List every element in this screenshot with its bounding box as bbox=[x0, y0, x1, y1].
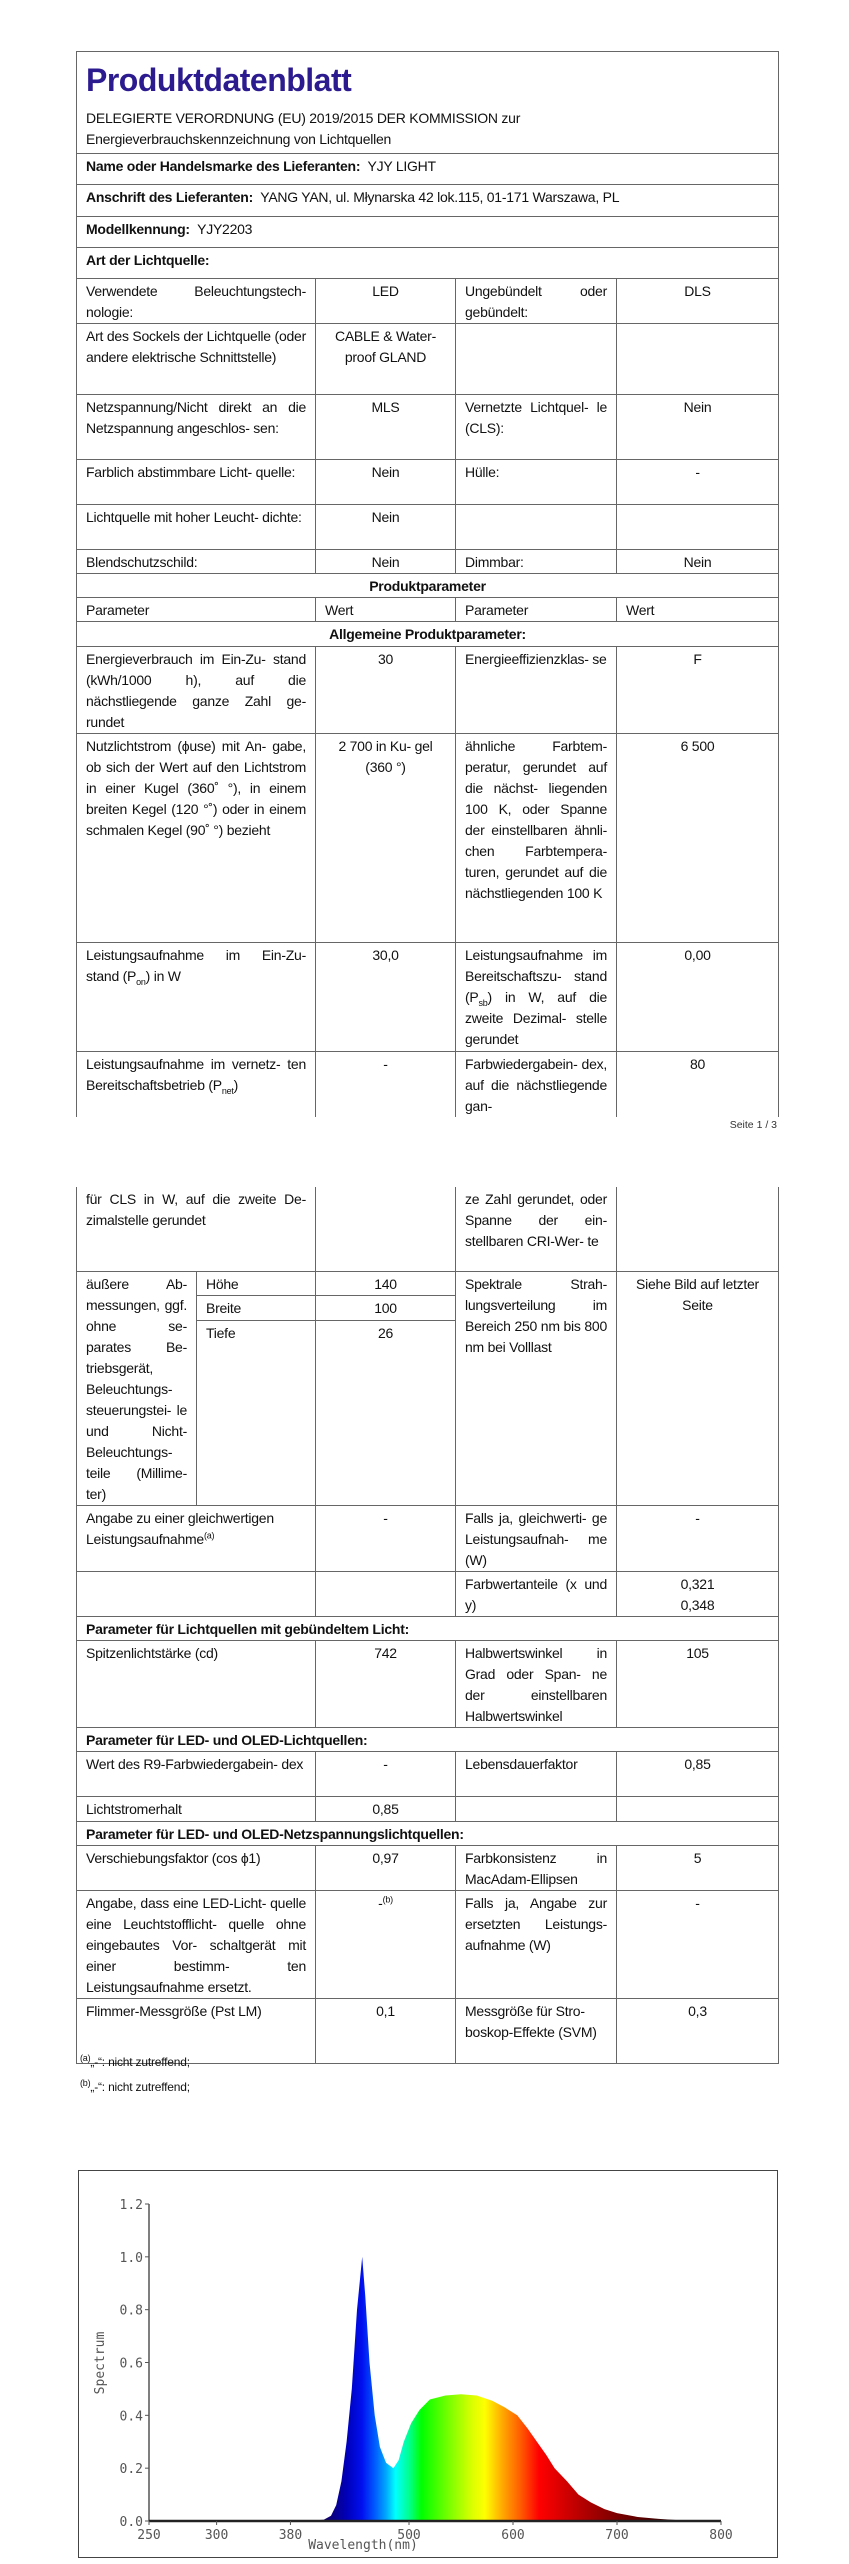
table-row bbox=[77, 1571, 779, 1616]
regulation-line-2: Energieverbrauchskennzeichnung von Lichtquellen bbox=[86, 131, 392, 147]
table-row bbox=[77, 1271, 779, 1296]
x-tick-label: 380 bbox=[278, 2528, 303, 2543]
param-value: 6 500 bbox=[617, 734, 779, 943]
dimension-value: 100 bbox=[316, 1296, 456, 1321]
dimension-value: 26 bbox=[316, 1320, 456, 1505]
param-value: 0,3 bbox=[617, 1998, 779, 2063]
table-row bbox=[77, 1505, 779, 1571]
page-number: Seite 1 / 3 bbox=[729, 1119, 777, 1131]
x-axis-label: Wavelength(nm) bbox=[308, 2538, 418, 2553]
param-label: Falls ja, Angabe zur ersetzten Leistungs- aufnahme (W) bbox=[456, 1890, 617, 1998]
chromaticity-x: 0,321 bbox=[680, 1575, 715, 1592]
param-value: - bbox=[316, 1751, 456, 1796]
x-tick-label: 500 bbox=[397, 2528, 421, 2543]
dimension-value: 140 bbox=[316, 1271, 456, 1296]
table-row bbox=[77, 279, 779, 324]
dimension-name: Tiefe bbox=[197, 1320, 316, 1505]
y-tick-label: 0.0 bbox=[119, 2515, 143, 2530]
supplier-name: YJY LIGHT bbox=[367, 158, 436, 174]
column-header: Parameter bbox=[77, 598, 316, 622]
param-value: 30 bbox=[316, 647, 456, 734]
param-value: 0,97 bbox=[316, 1845, 456, 1890]
param-value: - bbox=[617, 1890, 779, 1998]
p-net-label-continued: für CLS in W, auf die zweite De- zimalstelle gerundet bbox=[77, 1187, 316, 1271]
param-value: 0,85 bbox=[617, 1751, 779, 1796]
empty-cell bbox=[617, 324, 779, 395]
footnote-b bbox=[80, 2080, 190, 2094]
general-parameters-heading: Allgemeine Produktparameter: bbox=[77, 622, 779, 647]
table-row bbox=[77, 943, 779, 1052]
table-row bbox=[77, 647, 779, 734]
param-value: DLS bbox=[617, 279, 779, 324]
table-row bbox=[77, 505, 779, 550]
dimension-name: Höhe bbox=[197, 1271, 316, 1296]
equiv-value-2: - bbox=[617, 1505, 779, 1571]
table-row bbox=[77, 1052, 779, 1118]
y-tick-label: 0.2 bbox=[119, 2462, 143, 2478]
table-row bbox=[77, 1998, 779, 2063]
param-value: LED bbox=[316, 279, 456, 324]
param-value: MLS bbox=[316, 395, 456, 460]
supplier-address-label: Anschrift des Lieferanten: bbox=[86, 189, 253, 205]
chromaticity-value bbox=[617, 1571, 779, 1616]
param-label: Lichtquelle mit hoher Leucht- dichte: bbox=[77, 505, 316, 550]
p-on-label bbox=[77, 943, 316, 1052]
param-label: Lichtstromerhalt bbox=[77, 1796, 316, 1821]
model-row bbox=[77, 217, 779, 248]
param-value: Nein bbox=[316, 505, 456, 550]
product-parameters-heading: Produktparameter bbox=[77, 574, 779, 598]
param-label: Wert des R9-Farbwiedergabein- dex bbox=[77, 1751, 316, 1796]
param-value: CABLE & Water- proof GLAND bbox=[316, 324, 456, 395]
table-row bbox=[77, 1796, 779, 1821]
param-label: Verwendete Beleuchtungstech- nologie: bbox=[77, 279, 316, 324]
footnote-mark: (b) bbox=[80, 2078, 91, 2088]
y-tick-label: 0.4 bbox=[119, 2409, 143, 2425]
param-value: - bbox=[617, 460, 779, 505]
supplier-name-row bbox=[77, 154, 779, 185]
p-on-value: 30,0 bbox=[316, 943, 456, 1052]
mains-heading: Parameter für LED- und OLED-Netzspannungslichtquellen: bbox=[77, 1821, 779, 1845]
param-label: Vernetzte Lichtquel- le (CLS): bbox=[456, 395, 617, 460]
y-axis-label: Spectrum bbox=[93, 2331, 108, 2395]
param-label: Dimmbar: bbox=[456, 550, 617, 574]
param-label: Angabe, dass eine LED-Licht- quelle eine Leuchtstofflicht- quelle ohne eingebautes Vor- schaltgerät mit einer bestimm- ten Leistungsaufnahme ersetzt. bbox=[77, 1890, 316, 1998]
datasheet-table-page-2 bbox=[76, 1187, 779, 2064]
param-label: Messgröße für Stro- boskop-Effekte (SVM) bbox=[456, 1998, 617, 2063]
equiv-label bbox=[77, 1505, 316, 1571]
param-label: Ungebündelt oder gebündelt: bbox=[456, 279, 617, 324]
param-label: Flimmer-Messgröße (Pst LM) bbox=[77, 1998, 316, 2063]
param-label: Spitzenlichtstärke (cd) bbox=[77, 1640, 316, 1727]
param-value: 105 bbox=[617, 1640, 779, 1727]
spectrum-chart bbox=[78, 2170, 778, 2558]
regulation-line-1: DELEGIERTE VERORDNUNG (EU) 2019/2015 DER KOMMISSION zur bbox=[86, 110, 521, 126]
header-block bbox=[77, 52, 779, 154]
param-value: 742 bbox=[316, 1640, 456, 1727]
page-title: Produktdatenblatt bbox=[86, 62, 352, 98]
label-text: Angabe zu einer gleichwertigen Leistungsaufnahme bbox=[86, 1509, 274, 1547]
value-text: - bbox=[378, 1894, 383, 1911]
chromaticity-label: Farbwertanteile (x und y) bbox=[456, 1571, 617, 1616]
model-id: YJY2203 bbox=[197, 221, 253, 237]
empty-cell bbox=[456, 324, 617, 395]
subscript: on bbox=[136, 976, 146, 987]
table-row bbox=[77, 734, 779, 943]
empty-cell bbox=[316, 1187, 456, 1271]
param-value: 0,85 bbox=[316, 1796, 456, 1821]
dimensions-label: äußere Ab- messungen, ggf. ohne se- parates Be- triebsgerät, Beleuchtungs- steuerungstei- le und Nicht- Beleuchtungs- teile (Millime- ter) bbox=[77, 1271, 197, 1505]
param-label: Netzspannung/Nicht direkt an die Netzspannung angeschlos- sen: bbox=[77, 395, 316, 460]
footnote-text: „-“: nicht zutreffend; bbox=[90, 2055, 190, 2069]
param-label: Energieeffizienzklas- se bbox=[456, 647, 617, 734]
light-source-heading: Art der Lichtquelle: bbox=[77, 248, 779, 279]
table-row bbox=[77, 550, 779, 574]
param-value: Nein bbox=[617, 550, 779, 574]
footnote-mark: (a) bbox=[80, 2053, 91, 2063]
param-label: Halbwertswinkel in Grad oder Span- ne der einstellbaren Halbwertswinkel bbox=[456, 1640, 617, 1727]
footnote-text: „-“: nicht zutreffend; bbox=[90, 2080, 190, 2094]
column-header: Wert bbox=[617, 598, 779, 622]
y-tick-label: 0.8 bbox=[119, 2303, 143, 2319]
footnote-a bbox=[80, 2055, 190, 2069]
empty-cell bbox=[456, 1796, 617, 1821]
supplier-address: YANG YAN, ul. Młynarska 42 lok.115, 01-171 Warszawa, PL bbox=[260, 189, 620, 205]
empty-cell bbox=[77, 1571, 316, 1616]
table-row bbox=[77, 1890, 779, 1998]
cri-label: Farbwiedergabein- dex, auf die nächstliegende gan- bbox=[456, 1052, 617, 1118]
regulation-text bbox=[86, 108, 769, 150]
y-tick-label: 1.2 bbox=[119, 2198, 143, 2213]
led-heading: Parameter für LED- und OLED-Lichtquellen: bbox=[77, 1727, 779, 1751]
empty-cell bbox=[316, 1571, 456, 1616]
dimension-name: Breite bbox=[197, 1296, 316, 1321]
subscript: sb bbox=[478, 997, 488, 1008]
model-label: Modellkennung: bbox=[86, 221, 190, 237]
table-row bbox=[77, 1751, 779, 1796]
supplier-address-row bbox=[77, 185, 779, 217]
spectrum-chart-svg bbox=[79, 2171, 779, 2559]
cri-label-continued: ze Zahl gerundet, oder Spanne der ein- stellbaren CRI-Wer- te bbox=[456, 1187, 617, 1271]
empty-cell bbox=[617, 1796, 779, 1821]
p-net-value: - bbox=[316, 1052, 456, 1118]
param-label: Energieverbrauch im Ein-Zu- stand (kWh/1000 h), auf die nächstliegende ganze Zahl ge- rundet bbox=[77, 647, 316, 734]
y-tick-label: 1.0 bbox=[119, 2250, 143, 2266]
chromaticity-y: 0,348 bbox=[680, 1596, 715, 1613]
empty-cell bbox=[617, 1187, 779, 1271]
label-text: Leistungsaufnahme im Ein-Zu- stand (P bbox=[86, 947, 306, 984]
p-sb-label bbox=[456, 943, 617, 1052]
column-header-row bbox=[77, 598, 779, 622]
param-value: Nein bbox=[316, 550, 456, 574]
equiv-value: - bbox=[316, 1505, 456, 1571]
param-label: Art des Sockels der Lichtquelle (oder andere elektrische Schnittstelle) bbox=[77, 324, 316, 395]
param-value bbox=[316, 1890, 456, 1998]
x-tick-label: 300 bbox=[204, 2528, 229, 2543]
param-label: ähnliche Farbtem- peratur, gerundet auf die nächst- liegenden 100 K, oder Spanne der einstellbaren ähnli- chen Farbtempera- turen, gerundet auf die nächstliegenden 100 K bbox=[456, 734, 617, 943]
param-label: Farblich abstimmbare Licht- quelle: bbox=[77, 460, 316, 505]
table-row bbox=[77, 1187, 779, 1271]
param-value: Nein bbox=[316, 460, 456, 505]
param-label: Nutzlichtstrom (ϕuse) mit An- gabe, ob sich der Wert auf den Lichtstrom in einer Kugel (360˚ °), in einem breiten Kegel (120 °˚) oder in einem schmalen Kegel (90˚ °) bezieht bbox=[77, 734, 316, 943]
empty-cell bbox=[617, 505, 779, 550]
x-tick-label: 800 bbox=[709, 2528, 733, 2543]
spectral-label: Spektrale Strah- lungsverteilung im Bereich 250 nm bis 800 nm bei Volllast bbox=[456, 1271, 617, 1505]
datasheet-table-page-1 bbox=[76, 51, 779, 1117]
param-value: 2 700 in Ku- gel (360 °) bbox=[316, 734, 456, 943]
param-value: 5 bbox=[617, 1845, 779, 1890]
table-row bbox=[77, 324, 779, 395]
supplier-name-label: Name oder Handelsmarke des Lieferanten: bbox=[86, 158, 361, 174]
cri-value: 80 bbox=[617, 1052, 779, 1118]
param-value: F bbox=[617, 647, 779, 734]
param-label: Blendschutzschild: bbox=[77, 550, 316, 574]
param-label: Verschiebungsfaktor (cos ϕ1) bbox=[77, 1845, 316, 1890]
label-text: ) bbox=[233, 1077, 239, 1093]
spectrum-area bbox=[149, 2204, 721, 2521]
label-text: ) in W, auf die zweite Dezimal- stelle gerundet bbox=[465, 989, 607, 1047]
directional-heading: Parameter für Lichtquellen mit gebündeltem Licht: bbox=[77, 1616, 779, 1640]
footnote-mark: (a) bbox=[203, 1529, 215, 1540]
footnote-mark: (b) bbox=[382, 1893, 393, 1904]
table-row bbox=[77, 460, 779, 505]
label-text: Leistungsaufnahme im vernetz- ten Bereitschaftsbetrieb (P bbox=[86, 1056, 306, 1093]
x-tick-label: 600 bbox=[501, 2528, 525, 2543]
param-value: 0,1 bbox=[316, 1998, 456, 2063]
column-header: Parameter bbox=[456, 598, 617, 622]
param-value: Nein bbox=[617, 395, 779, 460]
param-label: Hülle: bbox=[456, 460, 617, 505]
label-text: ) in W bbox=[145, 968, 181, 984]
y-tick-label: 0.6 bbox=[119, 2356, 143, 2372]
param-label: Lebensdauerfaktor bbox=[456, 1751, 617, 1796]
subscript: net bbox=[221, 1085, 234, 1096]
empty-cell bbox=[456, 505, 617, 550]
x-tick-label: 700 bbox=[605, 2528, 629, 2543]
p-net-label bbox=[77, 1052, 316, 1118]
table-row bbox=[77, 1845, 779, 1890]
table-row bbox=[77, 1640, 779, 1727]
table-row bbox=[77, 395, 779, 460]
label-text: Leistungsaufnahme im Bereitschaftszu- stand (P bbox=[465, 947, 607, 1005]
equiv-label-2: Falls ja, gleichwerti- ge Leistungsaufnah- me (W) bbox=[456, 1505, 617, 1571]
x-tick-label: 250 bbox=[137, 2528, 161, 2543]
param-label: Farbkonsistenz in MacAdam-Ellipsen bbox=[456, 1845, 617, 1890]
p-sb-value: 0,00 bbox=[617, 943, 779, 1052]
spectral-value: Siehe Bild auf letzter Seite bbox=[617, 1271, 779, 1505]
column-header: Wert bbox=[316, 598, 456, 622]
